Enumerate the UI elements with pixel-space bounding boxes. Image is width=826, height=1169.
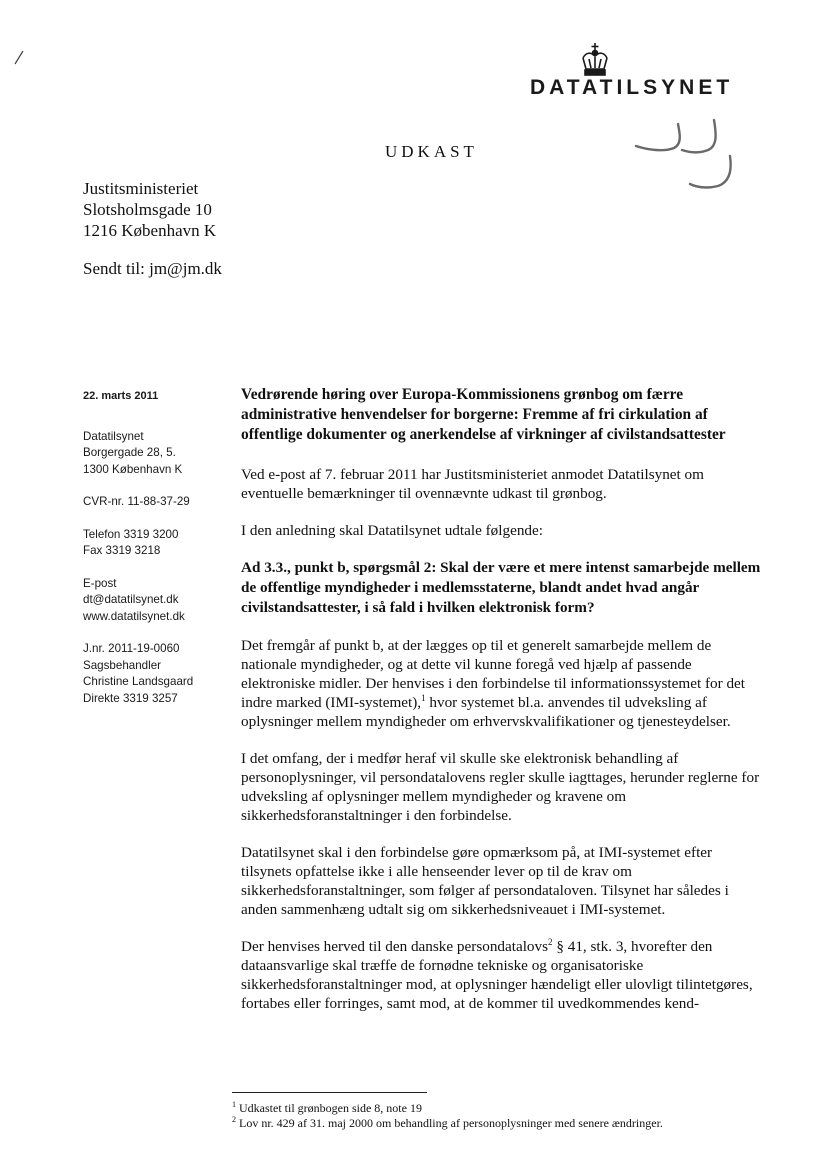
paragraph-6-part-b: § 41, stk. 3, hvorefter den dataansvarlige skal træffe de fornødne tekniske og organisatoriske sikkerhedsforanstaltninger mod, at oplysninger hændeligt eller ulovligt tilintetgøres, fortabes eller forringes, samt mod, at de kommer til uvedkommendes kend- xyxy=(241,938,753,1012)
fax-number: Fax 3319 3218 xyxy=(83,544,161,557)
case-block xyxy=(83,641,243,707)
footnote-2 xyxy=(232,1116,772,1131)
journal-number: J.nr. 2011-19-0060 xyxy=(83,642,180,655)
phone-block xyxy=(83,527,243,560)
cvr-block xyxy=(83,494,243,511)
email-label: E-post xyxy=(83,576,117,590)
recipient-name: Justitsministeriet xyxy=(83,179,199,198)
footnote-ref-2: 2 xyxy=(548,937,553,947)
recipient-address xyxy=(83,178,216,241)
paragraph-3 xyxy=(241,636,766,731)
handler-direct-phone: Direkte 3319 3257 xyxy=(83,691,178,705)
paragraph-2: I den anledning skal Datatilsynet udtale følgende: xyxy=(241,522,543,539)
draft-label: UDKAST xyxy=(385,142,478,161)
contact-block xyxy=(83,576,243,626)
organization-logo: DATATILSYNET xyxy=(530,76,734,99)
paragraph-3-part-b: hvor systemet bl.a. anvendes til udveksling af oplysninger mellem myndigheder om erhvervskvalifikationer og tjenesteydelser. xyxy=(241,694,731,730)
paragraph-6 xyxy=(241,937,766,1013)
footnote-1 xyxy=(232,1101,772,1116)
paragraph-6-part-a: Der henvises herved til den danske persondatalovs xyxy=(241,938,549,955)
paragraph-3-part-a: Det fremgår af punkt b, at der lægges op til et generelt samarbejde mellem de nationale myndigheder, og at dette vil kunne foregå ved hjælp af passende elektroniske midler. Der henvises i den forbindelse til informationssystemet for det indre marked (IMI-systemet), xyxy=(241,637,746,711)
recipient-city: 1216 København K xyxy=(83,221,217,240)
crown-icon xyxy=(578,42,612,78)
sender-org: Datatilsynet xyxy=(83,429,144,443)
cvr-number: CVR-nr. 11-88-37-29 xyxy=(83,495,190,508)
paragraph-5: Datatilsynet skal i den forbindelse gøre opmærksom på, at IMI-systemet efter tilsynets opfattelse ikke i alle henseender lever op til de krav om sikkerhedsforanstaltninger, som følger af persondataloven. Tilsynet har således i anden sammenhæng udtalt sig om sikkerhedsniveauet i IMI-systemet. xyxy=(241,844,729,918)
website: www.datatilsynet.dk xyxy=(83,609,185,623)
paragraph-4: I det omfang, der i medfør heraf vil skulle ske elektronisk behandling af personoplysninger, vil persondatalovens regler skulle iagttages, herunder reglerne for udveksling af oplysninger mellem myndigheder og kravene om sikkerhedsforanstaltninger i den forbindelse. xyxy=(241,750,760,824)
margin-scribble xyxy=(12,48,26,66)
sender-street: Borgergade 28, 5. xyxy=(83,446,176,459)
paragraph-1: Ved e-post af 7. februar 2011 har Justitsministeriet anmodet Datatilsynet om eventuelle bemærkninger til ovennævnte udkast til grønbog. xyxy=(241,466,704,502)
sender-address xyxy=(83,429,243,479)
question-heading: Ad 3.3., punkt b, spørgsmål 2: Skal der være et mere intenst samarbejde mellem de offentlige myndigheder i medlemsstaterne, blandt andet hvad angår civilstandsattester, i så fald i hvilken elektronisk form? xyxy=(241,559,761,616)
sent-to-line: Sendt til: jm@jm.dk xyxy=(83,259,222,278)
footnote-1-number: 1 xyxy=(232,1100,236,1109)
sender-city: 1300 København K xyxy=(83,462,183,476)
sender-sidebar xyxy=(83,388,243,723)
footnote-2-text: Lov nr. 429 af 31. maj 2000 om behandling af personoplysninger med senere ændringer. xyxy=(236,1116,663,1130)
handler-label: Sagsbehandler xyxy=(83,658,161,672)
handwritten-initials xyxy=(630,116,740,198)
handler-name: Christine Landsgaard xyxy=(83,675,194,688)
phone-number: Telefon 3319 3200 xyxy=(83,527,179,541)
footnote-ref-1: 1 xyxy=(421,693,426,703)
footnote-divider xyxy=(232,1092,427,1093)
letter-date: 22. marts 2011 xyxy=(83,390,159,402)
footnote-2-number: 2 xyxy=(232,1115,236,1124)
footnotes xyxy=(232,1101,772,1131)
recipient-street: Slotsholmsgade 10 xyxy=(83,200,212,219)
email-address: dt@datatilsynet.dk xyxy=(83,593,179,606)
footnote-1-text: Udkastet til grønbogen side 8, note 19 xyxy=(236,1101,422,1115)
subject-heading: Vedrørende høring over Europa-Kommissionens grønbog om færre administrative henvendelser for borgerne: Fremme af fri cirkulation af offentlige dokumenter og anerkendelse af virkninger af civilstandsattester xyxy=(241,386,726,443)
letter-body xyxy=(241,385,766,1031)
